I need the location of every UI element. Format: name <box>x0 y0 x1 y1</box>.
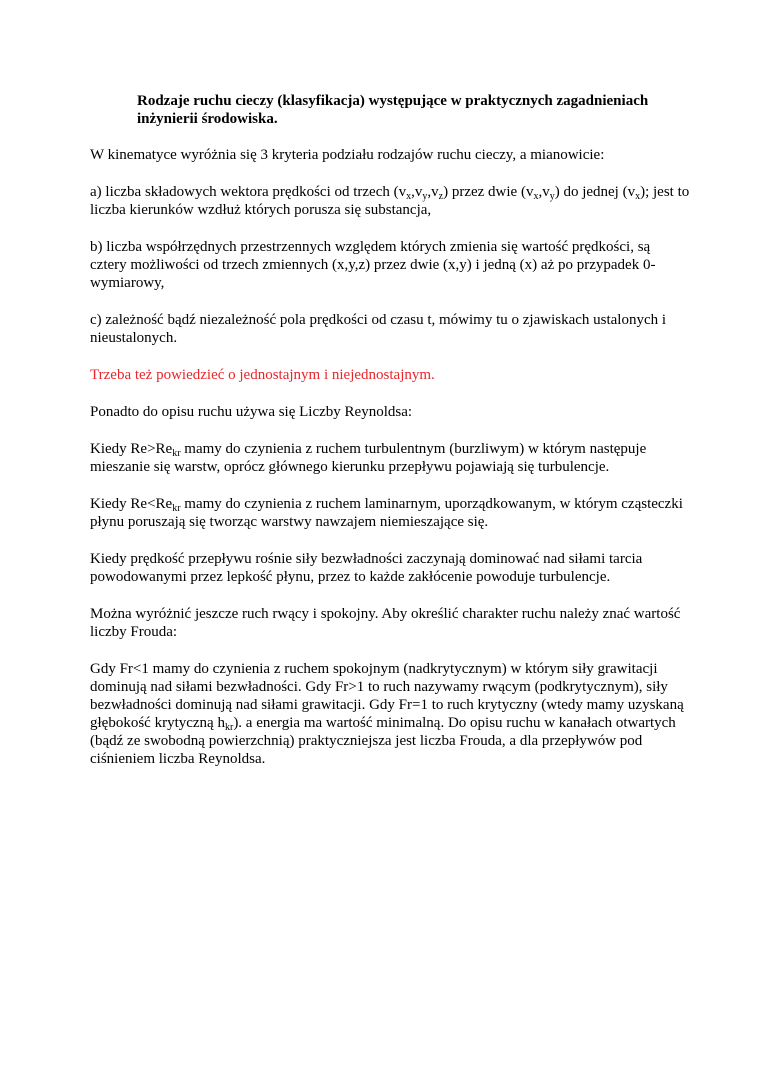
froude-intro-paragraph: Można wyróżnić jeszcze ruch rwący i spokojny. Aby określić charakter ruchu należy znać wartość liczby Frouda: <box>90 606 681 640</box>
criterion-c-paragraph: c) zależność bądź niezależność pola prędkości od czasu t, mówimy tu o zjawiskach ustalonych i nieustalonych. <box>90 312 667 346</box>
froude-description-paragraph: Gdy Fr<1 mamy do czynienia z ruchem spokojnym (nadkrytycznym) w którym siły grawitacji dominują nad siłami bezwładności. Gdy Fr>1 to ruch nazywamy rwącym (podkrytycznym), siły bezwładności dominują nad siłami grawitacji. Gdy Fr=1 to ruch krytyczny (wtedy mamy uzyskaną głębokość krytyczną $h_{kr}$). a energia ma wartość minimalną. Do opisu ruchu w kanałach otwartych (bądź ze swobodną powierzchnią) praktyczniejsza jest liczba Frouda, a dla przepływów pod ciśnieniem liczba Reynoldsa. <box>90 661 684 767</box>
criterion-b-paragraph: b) liczba współrzędnych przestrzennych względem których zmienia się wartość prędkości, są cztery możliwości od trzech zmiennych (x,y,z) przez dwie (x,y) i jedną (x) aż po przypadek 0-wymiarowy, <box>90 239 656 291</box>
velocity-growth-paragraph: Kiedy prędkość przepływu rośnie siły bezwładności zaczynają dominować nad siłami tarcia powodowanymi przez lepkość płynu, przez to każde zakłócenie powoduje turbulencje. <box>90 551 643 585</box>
document-body <box>90 146 690 787</box>
laminar-paragraph: Kiedy $Re<Re_{kr}$ mamy do czynienia z ruchem laminarnym, uporządkowanym, w którym cząsteczki płynu poruszają się tworząc warstwy nawzajem niemieszające się. <box>90 496 683 530</box>
red-note-paragraph: Trzeba też powiedzieć o jednostajnym i niejednostajnym. <box>90 367 435 383</box>
document-title: Rodzaje ruchu cieczy (klasyfikacja) występujące w praktycznych zagadnieniach inżynierii środowiska. <box>137 93 649 127</box>
turbulent-paragraph: Kiedy $Re>Re_{kr}$ mamy do czynienia z ruchem turbulentnym (burzliwym) w którym następuje mieszanie się warstw, oprócz głównego kierunku przepływu pojawiają się turbulencje. <box>90 441 647 475</box>
reynolds-intro-paragraph: Ponadto do opisu ruchu używa się Liczby Reynoldsa: <box>90 404 413 420</box>
intro-paragraph: W kinematyce wyróżnia się 3 kryteria podziału rodzajów ruchu cieczy, a mianowicie: <box>90 147 605 163</box>
criterion-a-paragraph: a) liczba składowych wektora prędkości od trzech $(v_x,v_y,v_z)$ przez dwie $(v_x,v_y)$ do jednej $(v_x)$; jest to liczba kierunków wzdłuż których porusza się substancja, <box>90 184 690 218</box>
